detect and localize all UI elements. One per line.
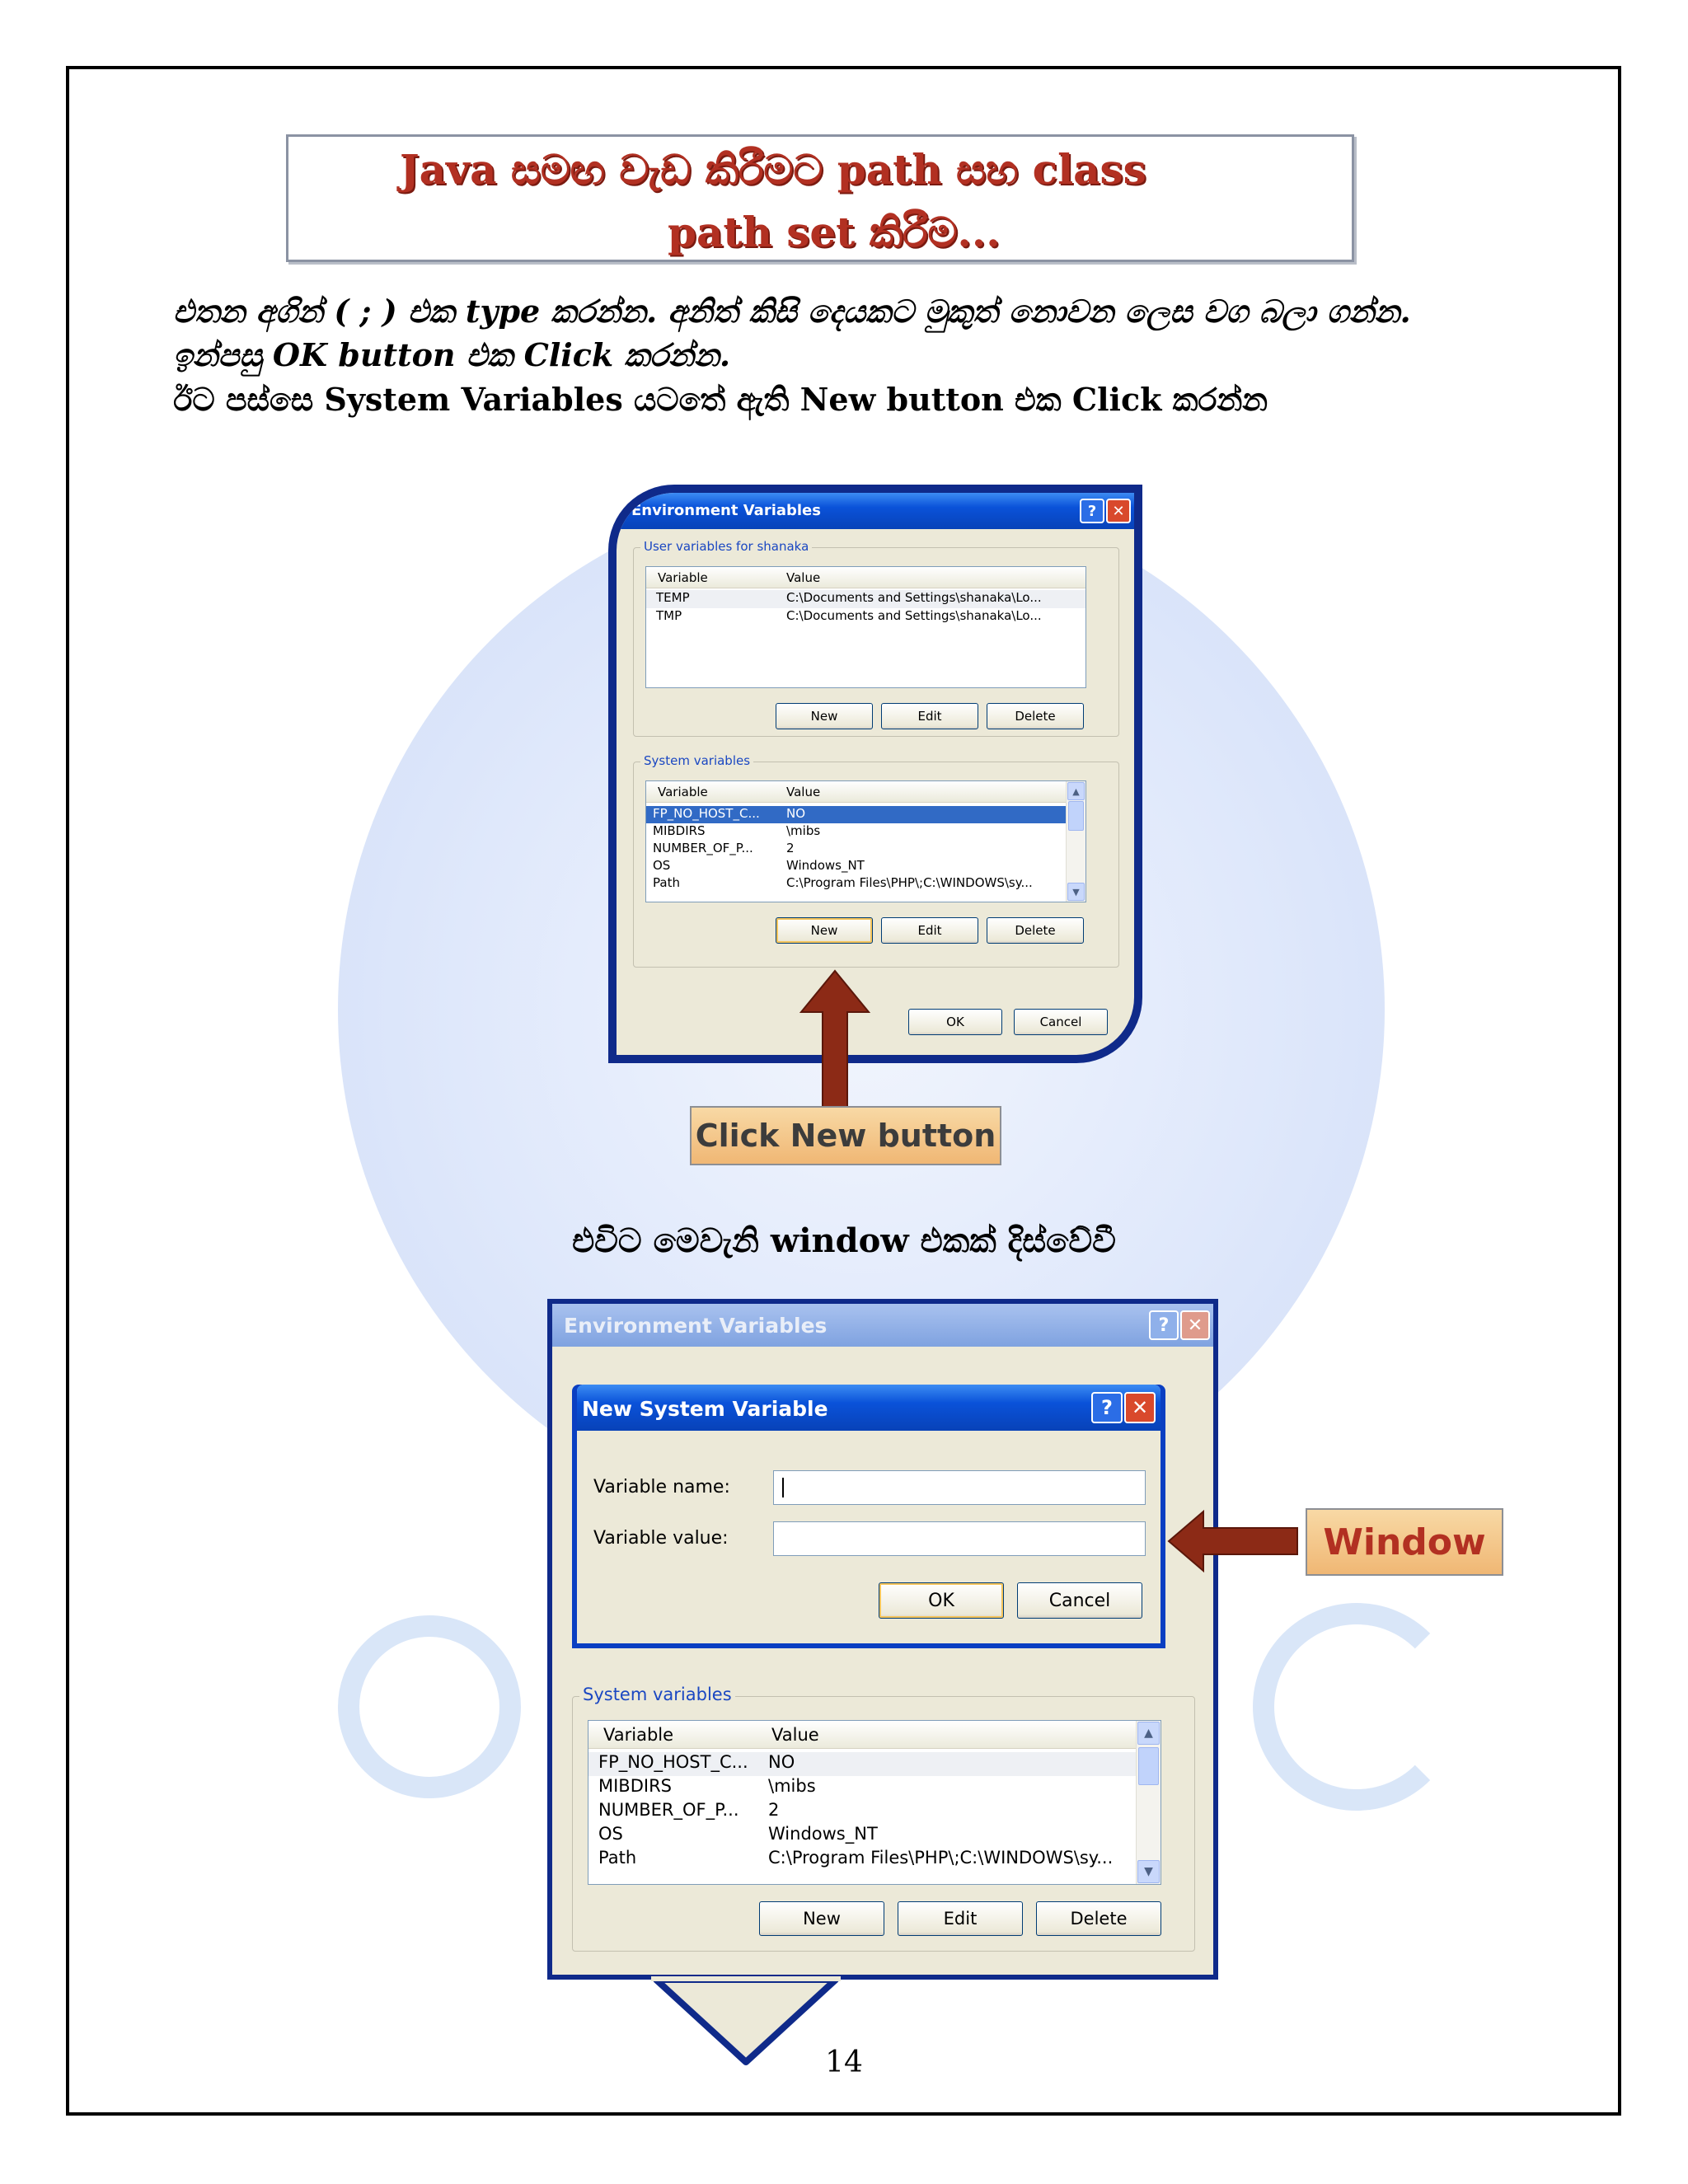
- title-banner: [286, 134, 1354, 262]
- row-variable: OS: [598, 1824, 623, 1844]
- table-row[interactable]: [646, 841, 1066, 858]
- env-dialog-2-titlebar[interactable]: [552, 1304, 1213, 1347]
- column-header-variable[interactable]: Variable: [658, 570, 708, 585]
- table-row[interactable]: [646, 608, 1085, 626]
- row-value: 2: [768, 1800, 780, 1820]
- ok-button[interactable]: OK: [879, 1582, 1004, 1619]
- system-variables-label: System variables: [579, 1685, 735, 1704]
- user-variables-list[interactable]: [645, 566, 1086, 688]
- row-variable: TEMP: [656, 590, 690, 605]
- left-arrow-icon: [1167, 1508, 1299, 1574]
- table-row[interactable]: [588, 1848, 1136, 1872]
- row-value: \mibs: [768, 1776, 816, 1796]
- row-variable: MIBDIRS: [598, 1776, 673, 1796]
- scroll-thumb[interactable]: [1138, 1747, 1159, 1785]
- scroll-thumb[interactable]: [1068, 801, 1084, 831]
- row-variable: OS: [653, 858, 671, 873]
- user-edit-button[interactable]: Edit: [881, 703, 978, 729]
- row-variable: Path: [598, 1848, 637, 1868]
- new-system-variable-dialog: [572, 1385, 1165, 1648]
- table-row-selected[interactable]: [646, 806, 1066, 823]
- env-dialog-1: [617, 493, 1134, 1055]
- env-dialog-1-title: Environment Variables: [631, 502, 821, 519]
- row-value: Windows_NT: [786, 858, 865, 873]
- column-header-value[interactable]: Value: [771, 1725, 819, 1745]
- scroll-up-icon[interactable]: ▲: [1137, 1722, 1160, 1745]
- text-cursor: [782, 1478, 784, 1497]
- system-delete-button[interactable]: Delete: [1036, 1901, 1161, 1936]
- system-delete-button[interactable]: Delete: [987, 917, 1084, 944]
- title-line-1: Java සමඟ වැඩ කිරීමට path සහ class: [400, 145, 1146, 194]
- scroll-up-icon[interactable]: ▲: [1067, 782, 1085, 800]
- help-icon[interactable]: ?: [1091, 1392, 1123, 1423]
- click-new-button-callout: Click New button: [690, 1106, 1001, 1165]
- new-var-dialog-body: [577, 1385, 1160, 1643]
- table-row[interactable]: [646, 858, 1066, 875]
- screenshot-2: [547, 1299, 1218, 1980]
- row-variable: NUMBER_OF_P...: [598, 1800, 739, 1820]
- column-header-variable[interactable]: Variable: [658, 785, 708, 799]
- up-arrow-icon: [798, 969, 872, 1114]
- row-value: Windows_NT: [768, 1824, 878, 1844]
- instruction-line-1: එතන අගින් ( ; ) එක type කරන්න. අනිත් කිසි දෙයකට මුකුත් නොවන ලෙස වග බලා ගන්න.: [173, 293, 1411, 330]
- env-dialog-1-titlebar[interactable]: [617, 493, 1134, 529]
- row-value: \mibs: [786, 823, 821, 838]
- row-variable: Path: [653, 875, 680, 890]
- variable-value-label: Variable value:: [593, 1528, 729, 1549]
- row-value: C:\Documents and Settings\shanaka\Lo...: [786, 590, 1042, 605]
- instruction-line-2: ඉන්පසු OK button එක Click කරන්න.: [173, 336, 731, 373]
- system-new-button[interactable]: New: [759, 1901, 884, 1936]
- close-icon[interactable]: ✕: [1180, 1310, 1210, 1340]
- title-line-2: path set කිරීම...: [668, 208, 1001, 256]
- row-variable: FP_NO_HOST_C...: [653, 806, 760, 821]
- help-icon[interactable]: ?: [1149, 1310, 1179, 1340]
- instruction-line-3: ඊට පස්සෙ System Variables යටතේ ඇති New button එක Click කරන්න: [173, 381, 1268, 418]
- scroll-down-icon[interactable]: ▼: [1137, 1860, 1160, 1883]
- user-variables-label: User variables for shanaka: [640, 539, 812, 554]
- row-variable: NUMBER_OF_P...: [653, 841, 753, 855]
- row-value: NO: [768, 1752, 795, 1772]
- scroll-down-icon[interactable]: ▼: [1067, 883, 1085, 901]
- close-icon[interactable]: ✕: [1106, 499, 1131, 523]
- table-row[interactable]: [646, 823, 1066, 841]
- row-variable: TMP: [656, 608, 682, 623]
- table-row[interactable]: [646, 590, 1085, 608]
- column-header-value[interactable]: Value: [786, 570, 821, 585]
- after-text: එවිට මෙවැනි window එකක් දිස්වේවී: [572, 1221, 1116, 1260]
- window-callout: Window: [1306, 1508, 1503, 1576]
- system-edit-button[interactable]: Edit: [881, 917, 978, 944]
- variable-name-label: Variable name:: [593, 1477, 730, 1497]
- system-list-scrollbar[interactable]: [1066, 781, 1085, 902]
- row-value: NO: [786, 806, 806, 821]
- new-var-titlebar[interactable]: [577, 1385, 1160, 1431]
- table-row[interactable]: [646, 875, 1066, 893]
- help-icon[interactable]: ?: [1080, 499, 1104, 523]
- row-variable: FP_NO_HOST_C...: [598, 1752, 748, 1772]
- screenshot-1: [608, 485, 1142, 1063]
- row-value: 2: [786, 841, 795, 855]
- system-variables-label: System variables: [640, 753, 753, 768]
- ok-button[interactable]: OK: [908, 1009, 1002, 1035]
- table-row[interactable]: [588, 1824, 1136, 1848]
- table-row[interactable]: [588, 1752, 1136, 1776]
- column-header-variable[interactable]: Variable: [603, 1725, 674, 1745]
- watermark-ring-right: [1253, 1603, 1461, 1811]
- row-value: C:\Documents and Settings\shanaka\Lo...: [786, 608, 1042, 623]
- cancel-button[interactable]: Cancel: [1014, 1009, 1108, 1035]
- system-new-button[interactable]: New: [776, 917, 873, 944]
- user-new-button[interactable]: New: [776, 703, 873, 729]
- user-delete-button[interactable]: Delete: [987, 703, 1084, 729]
- system-variables-group: [633, 753, 1119, 968]
- user-variables-group: [633, 539, 1119, 737]
- column-header-value[interactable]: Value: [786, 785, 821, 799]
- system-variables-group: [572, 1685, 1195, 1952]
- system-variables-list[interactable]: [588, 1720, 1161, 1885]
- page-number: 14: [825, 2046, 863, 2079]
- new-var-title: New System Variable: [582, 1397, 828, 1421]
- table-row[interactable]: [588, 1800, 1136, 1824]
- system-list-scrollbar[interactable]: [1136, 1721, 1160, 1884]
- row-variable: MIBDIRS: [653, 823, 706, 838]
- row-value: C:\Program Files\PHP\;C:\WINDOWS\sy...: [768, 1848, 1114, 1868]
- variable-name-field[interactable]: [773, 1470, 1146, 1505]
- system-variables-list[interactable]: [645, 780, 1086, 902]
- system-edit-button[interactable]: Edit: [898, 1901, 1023, 1936]
- env-dialog-2-title: Environment Variables: [564, 1314, 828, 1338]
- variable-value-field[interactable]: [773, 1521, 1146, 1556]
- cancel-button[interactable]: Cancel: [1017, 1582, 1142, 1619]
- close-icon[interactable]: ✕: [1124, 1392, 1156, 1423]
- watermark-ring-left: [338, 1615, 521, 1798]
- row-value: C:\Program Files\PHP\;C:\WINDOWS\sy...: [786, 875, 1033, 890]
- table-row[interactable]: [588, 1776, 1136, 1800]
